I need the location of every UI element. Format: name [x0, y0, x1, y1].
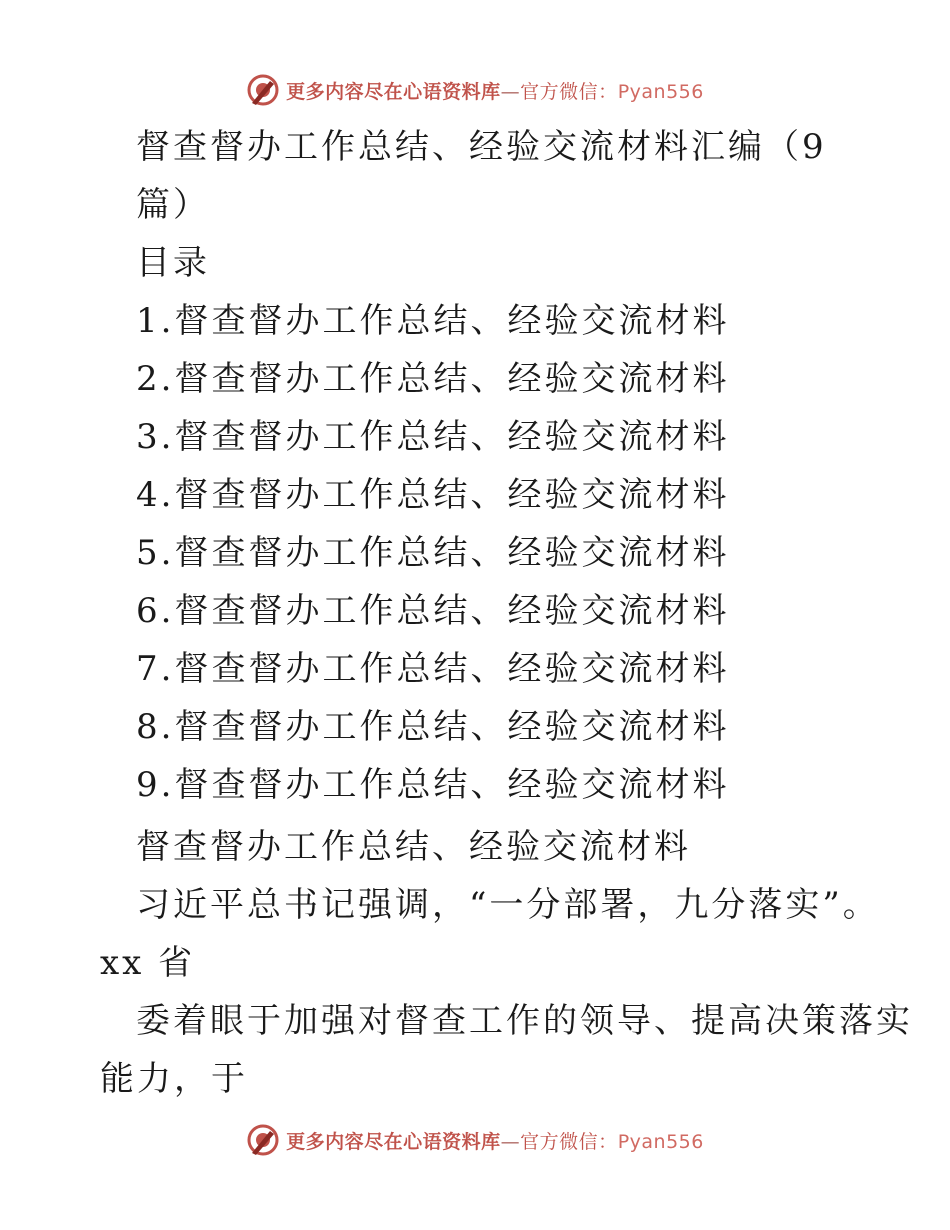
watermark-text	[286, 1127, 704, 1154]
toc-item: 5.督查督办工作总结、经验交流材料	[136, 533, 730, 573]
toc-item: 7.督查督办工作总结、经验交流材料	[136, 649, 730, 689]
toc-item: 8.督查督办工作总结、经验交流材料	[136, 707, 730, 747]
toc-heading: 目录	[136, 243, 210, 283]
section-title: 督查督办工作总结、经验交流材料	[136, 827, 691, 867]
watermark-separator: —	[500, 80, 521, 103]
watermark-suffix: 官方微信：	[520, 1130, 618, 1153]
body-line: 习近平总书记强调，“一分部署，九分落实”。	[136, 885, 880, 925]
watermark-brand: 更多内容尽在心语资料库	[286, 80, 501, 103]
toc-item: 3.督查督办工作总结、经验交流材料	[136, 417, 730, 457]
toc-item: 1.督查督办工作总结、经验交流材料	[136, 301, 730, 341]
toc-item: 6.督查督办工作总结、经验交流材料	[136, 591, 730, 631]
toc-item: 9.督查督办工作总结、经验交流材料	[136, 765, 730, 805]
watermark-text	[286, 77, 704, 104]
toc-item: 4.督查督办工作总结、经验交流材料	[136, 475, 730, 515]
watermark-brand: 更多内容尽在心语资料库	[286, 1130, 501, 1153]
pen-logo-icon	[246, 1123, 280, 1157]
footer-watermark	[0, 1120, 950, 1160]
document-title-line-1: 督查督办工作总结、经验交流材料汇编（9	[136, 127, 827, 167]
body-line: xx 省	[100, 943, 196, 983]
watermark-suffix: 官方微信：	[520, 80, 618, 103]
body-line: 能力，于	[100, 1059, 248, 1099]
watermark-wechat-id: Pyan556	[617, 80, 704, 103]
toc-item: 2.督查督办工作总结、经验交流材料	[136, 359, 730, 399]
watermark-wechat-id: Pyan556	[617, 1130, 704, 1153]
document-title-line-2: 篇）	[136, 185, 210, 225]
pen-logo-icon	[246, 73, 280, 107]
body-line: 委着眼于加强对督查工作的领导、提高决策落实	[136, 1001, 913, 1041]
header-watermark	[0, 70, 950, 110]
watermark-separator: —	[500, 1130, 521, 1153]
